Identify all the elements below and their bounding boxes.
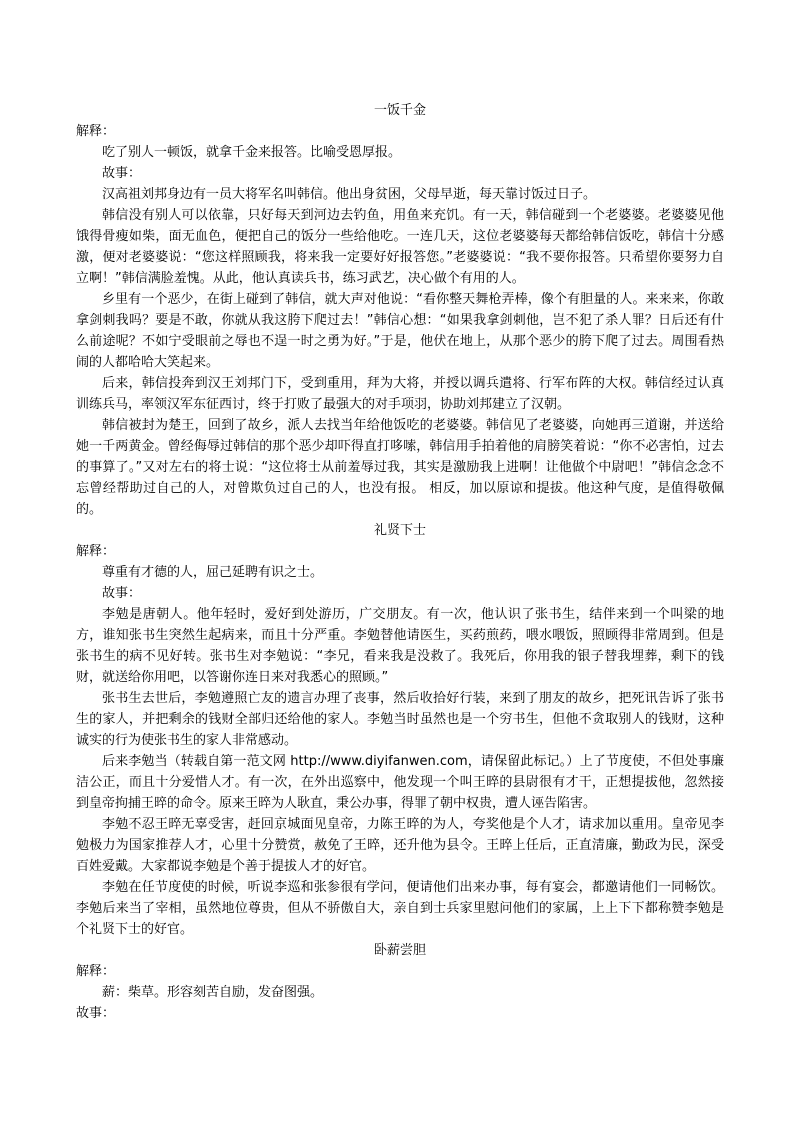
story-paragraph: 后来，韩信投奔到汉王刘邦门下，受到重用，拜为大将，并授以调兵遣将、行军布阵的大权。韩信经过认真训练兵马，率领汉军东征西讨，终于打败了最强大的对手项羽，协助刘邦建立了汉朝。 — [76, 376, 724, 412]
story-label: 故事： — [76, 1006, 116, 1021]
story-paragraph: 后来李勉当（转载自第一范文网 http://www.diyifanwen.com，请保留此标记。）上了节度使，不但处事廉洁公正，而且十分爱惜人才。有一次，在外出巡察中，他发现一个叫王晬的县尉很有才干，正想提拔他，忽然接到皇帝拘捕王晬的命令。原来王晬为人耿直，秉公办事，得罪了朝中权贵，遭人诬告陷害。 — [76, 754, 724, 811]
story-paragraph: 李勉在任节度使的时候，听说李巡和张参很有学问，便请他们出来办事，每有宴会，都邀请他们一同畅饮。李勉后来当了宰相，虽然地位尊贵，但从不骄傲自大，亲自到士兵家里慰问他们的家属，上上下下都称赞李勉是个礼贤下士的好官。 — [76, 880, 724, 937]
idiom-section-2 — [76, 520, 724, 940]
explanation-label: 解释： — [76, 544, 116, 559]
idiom-title: 卧薪尝胆 — [373, 943, 426, 958]
story-paragraph: 韩信没有别人可以依靠，只好每天到河边去钓鱼，用鱼来充饥。有一天，韩信碰到一个老婆婆。老婆婆见他饿得骨瘦如柴，面无血色，便把自己的饭分一些给他吃。一连几天，这位老婆婆每天都给韩信饭吃，韩信十分感激，便对老婆婆说：“您这样照顾我，将来我一定要好好报答您。”老婆婆说：“我不要你报答。只希望你要努力自立啊！”韩信满脸羞愧。从此，他认真读兵书，练习武艺，决心做个有用的人。 — [76, 208, 724, 286]
idiom-title: 一饭千金 — [373, 103, 426, 118]
explanation-label: 解释： — [76, 124, 116, 139]
story-paragraph: 李勉是唐朝人。他年轻时，爱好到处游历，广交朋友。有一次，他认识了张书生，结伴来到一个叫梁的地方，谁知张书生突然生起病来，而且十分严重。李勉替他请医生，买药煎药，喂水喂饭，照顾得非常周到。但是张书生的病不见好转。张书生对李勉说：“李兄，看来我是没救了。我死后，你用我的银子替我埋葬，剩下的钱财，就送给你用吧，以答谢你连日来对我悉心的照顾。” — [76, 607, 724, 685]
story-paragraph: 韩信被封为楚王，回到了故乡，派人去找当年给他饭吃的老婆婆。韩信见了老婆婆，向她再三道谢，并送给她一千两黄金。曾经侮辱过韩信的那个恶少却吓得直打哆嗦，韩信用手拍着他的肩膀笑着说：“你不必害怕，过去的事算了。”又对左右的将士说：“这位将士从前羞辱过我，其实是激励我上进啊！让他做个中尉吧！”韩信念念不忘曾经帮助过自己的人，对曾欺负过自己的人，也没有报。 相反，加以原谅和提拔。他这种气度，是值得敬佩的。 — [76, 418, 724, 517]
story-label: 故事： — [102, 586, 142, 601]
idiom-section-1 — [76, 100, 724, 520]
story-paragraph: 汉高祖刘邦身边有一员大将军名叫韩信。他出身贫困，父母早逝，每天靠讨饭过日子。 — [102, 187, 597, 202]
idiom-section-3 — [76, 940, 724, 1024]
story-label: 故事： — [102, 166, 142, 181]
explanation-text: 吃了别人一顿饭，就拿千金来报答。比喻受恩厚报。 — [102, 145, 402, 160]
story-paragraph: 李勉不忍王晬无辜受害，赶回京城面见皇帝，力陈王晬的为人，夸奖他是个人才，请求加以重用。皇帝见李勉极力为国家推荐人才，心里十分赞赏，赦免了王晬，还升他为县令。王晬上任后，正直清廉，勤政为民，深受百姓爱戴。大家都说李勉是个善于提拔人才的好官。 — [76, 817, 724, 874]
idiom-title: 礼贤下士 — [373, 523, 426, 538]
document-page — [76, 100, 724, 1024]
story-paragraph: 张书生去世后，李勉遵照亡友的遗言办理了丧事，然后收拾好行装，来到了朋友的故乡，把死讯告诉了张书生的家人，并把剩余的钱财全部归还给他的家人。李勉当时虽然也是一个穷书生，但他不贪取别人的钱财，这种诚实的行为使张书生的家人非常感动。 — [76, 691, 724, 748]
story-paragraph: 乡里有一个恶少，在街上碰到了韩信，就大声对他说：“看你整天舞枪弄棒，像个有胆量的人。来来来，你敢拿剑刺我吗？要是不敢，你就从我这胯下爬过去！”韩信心想：“如果我拿剑刺他，岂不犯了杀人罪？日后还有什么前途呢？不如宁受眼前之辱也不逞一时之勇为好。”于是，他伏在地上，从那个恶少的胯下爬了过去。周围看热闹的人都哈哈大笑起来。 — [76, 292, 724, 370]
explanation-label: 解释： — [76, 964, 116, 979]
explanation-text: 薪：柴草。形容刻苦自励，发奋图强。 — [102, 985, 324, 1000]
explanation-text: 尊重有才德的人，屈己延聘有识之士。 — [102, 565, 324, 580]
